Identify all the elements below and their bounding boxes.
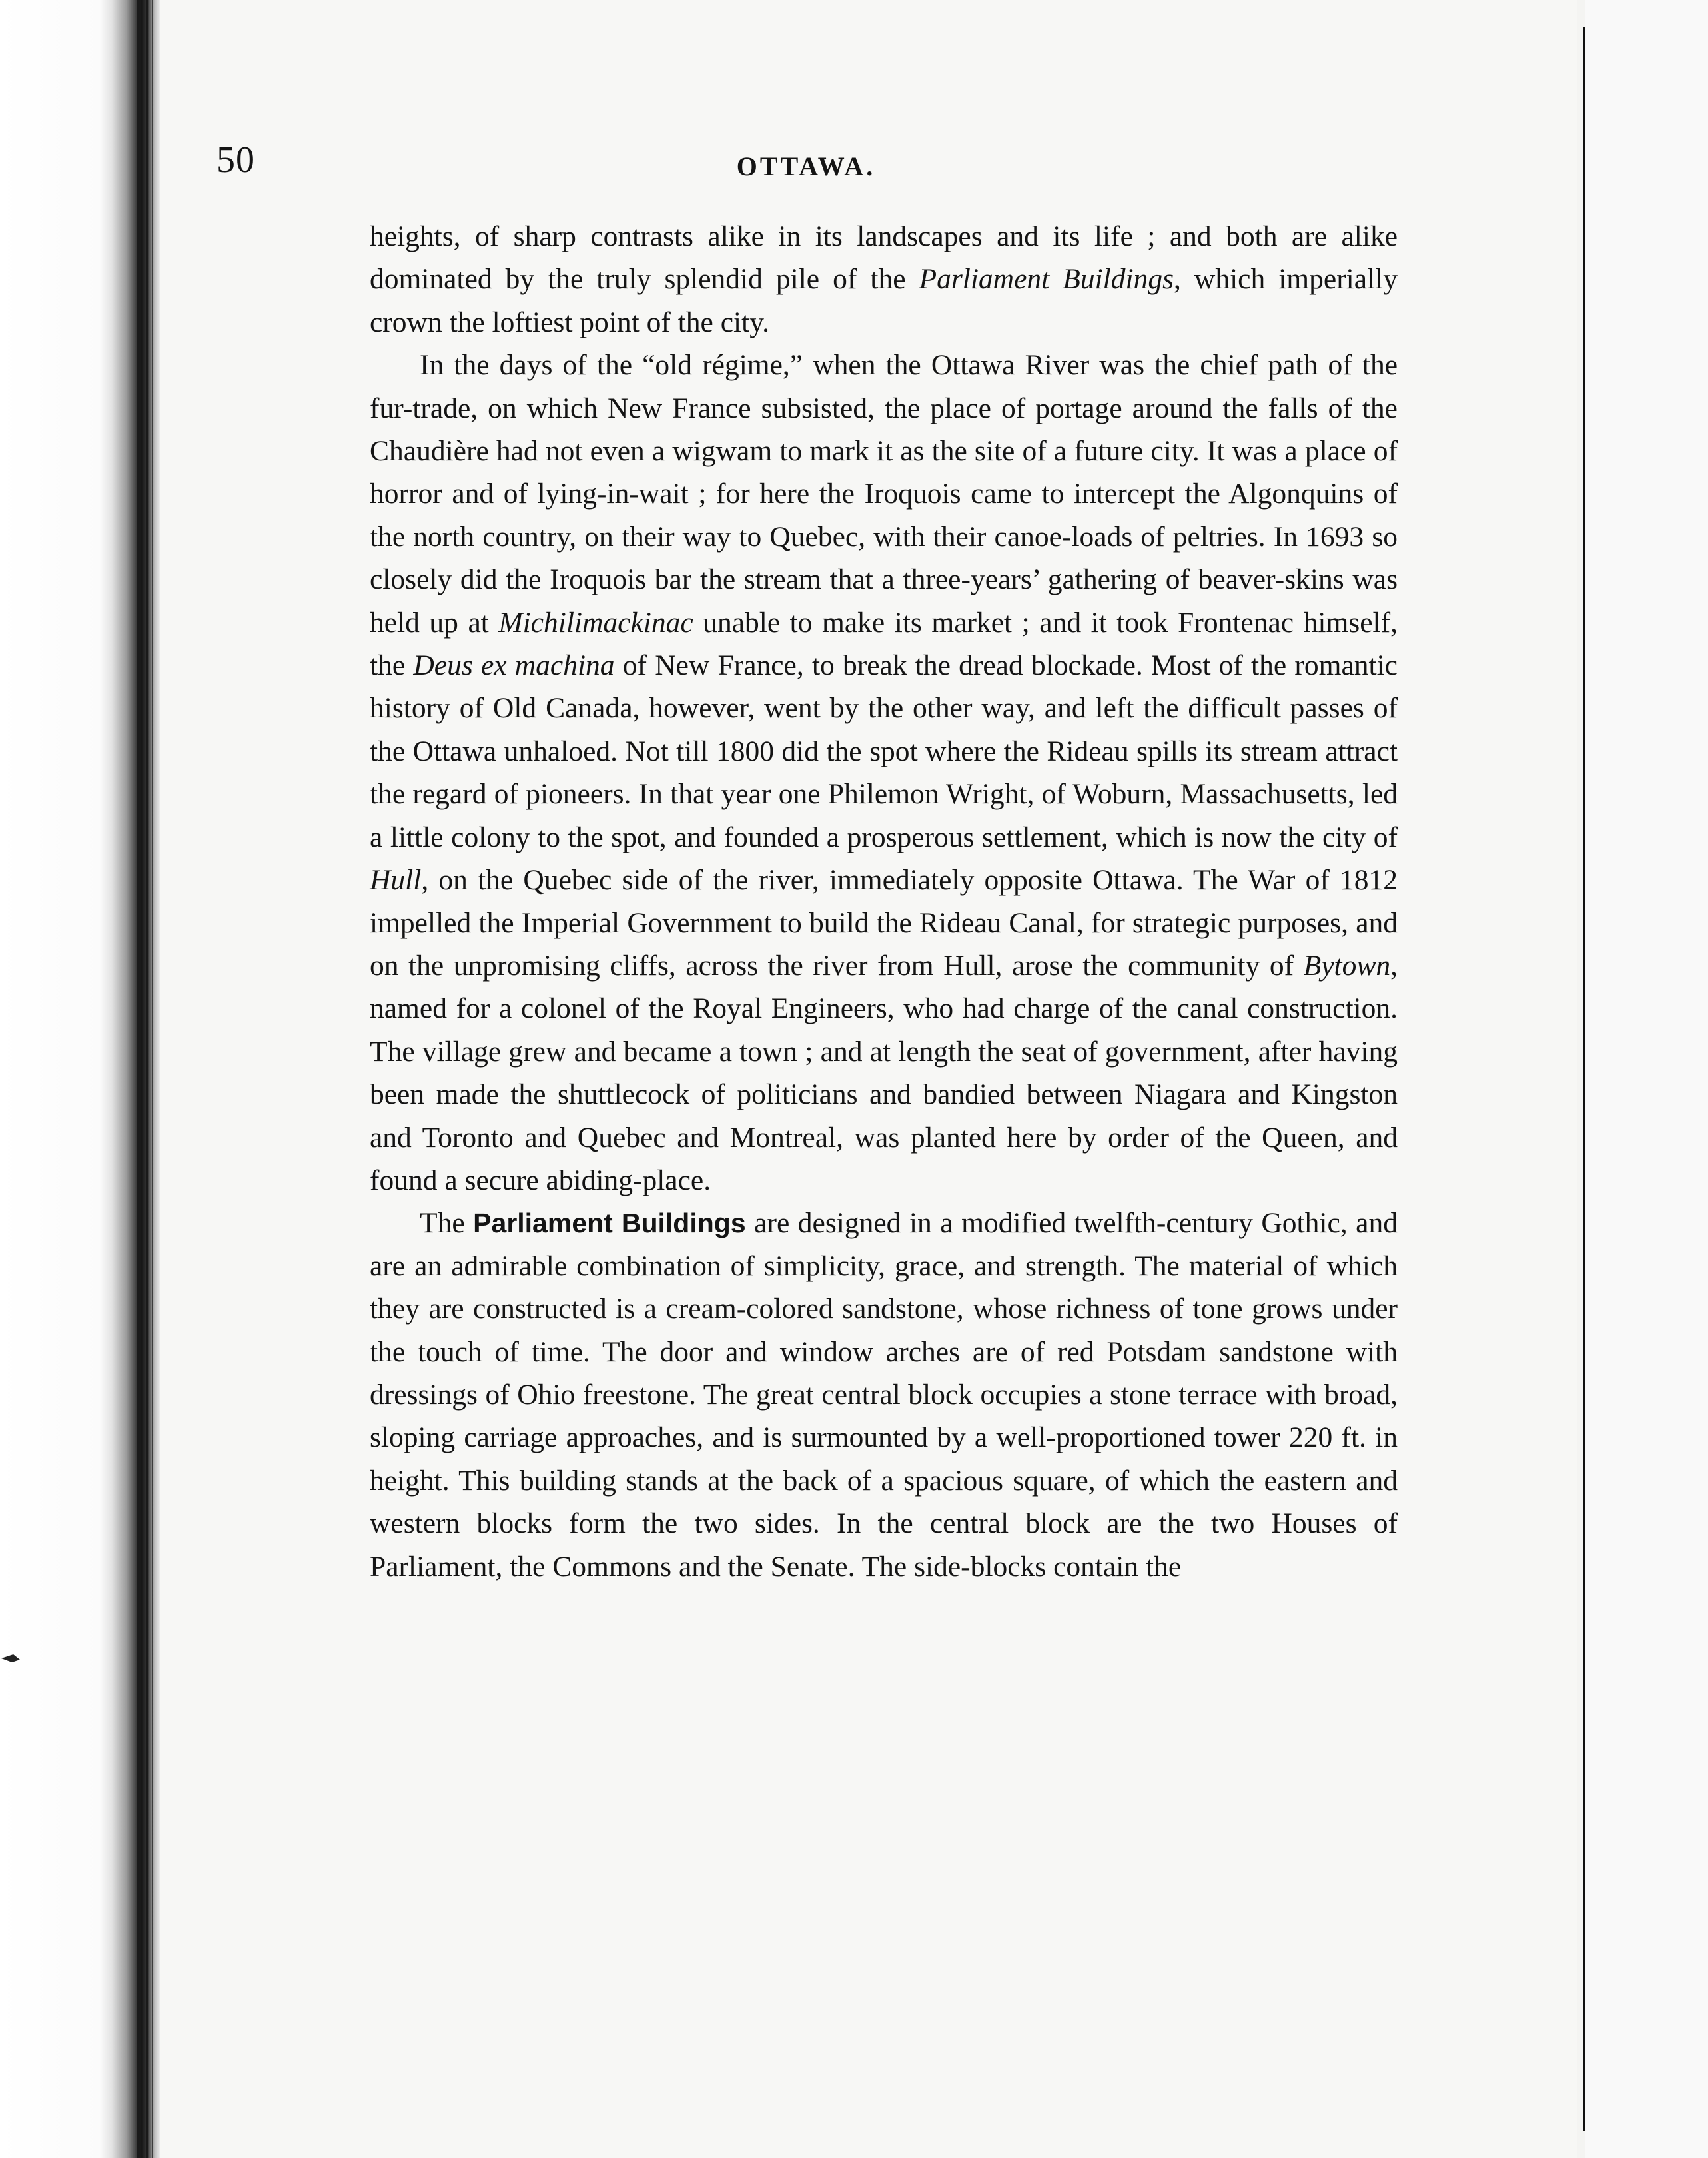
paragraph — [370, 344, 1398, 1202]
text-run: are designed in a modified twelfth-century Gothic, and are an admirable combination of simplicity, grace, and strength. The material of which they are constructed is a cream-colored sandstone, whose richness of tone grows under the touch of time. The door and window arches are of red Potsdam sandstone with dressings of Ohio freestone. The great central block occupies a stone terrace with broad, sloping carriage approaches, and is surmounted by a well-proportioned tower 220 ft. in height. This building stands at the back of a spacious square, of which the eastern and western blocks form the two sides. In the central block are the two Houses of Parliament, the Commons and the Senate. The side-blocks contain the — [370, 1207, 1398, 1583]
italic-text: Deus ex machina — [413, 649, 615, 682]
page-edge-line — [1583, 27, 1585, 2131]
italic-text: Parliament Buildings — [919, 263, 1174, 296]
text-run: , on the Quebec side of the river, immediately opposite Ottawa. The War of 1812 impelled the Imperial Government to build the Rideau Canal, for strategic purposes, and on the unpromising cliffs, across the river from Hull, arose the community of — [370, 864, 1398, 982]
text-run: of New France, to break the dread blockade. Most of the romantic history of Old Canada, however, went by the other way, and left the difficult passes of the Ottawa unhaloed. Not till 1800 did the spot where the Rideau spills its stream attract the regard of pioneers. In that year one Philemon Wright, of Woburn, Massachusetts, led a little colony to the spot, and founded a prosperous settlement, which is now the city of — [370, 649, 1398, 853]
running-title: OTTAWA. — [736, 151, 876, 181]
body-text — [370, 215, 1398, 1588]
binding-rule — [137, 0, 141, 2158]
paragraph — [370, 215, 1398, 344]
page-header — [216, 139, 1396, 185]
adjacent-page — [1585, 0, 1708, 2158]
binding-rule — [146, 0, 148, 2158]
scan-speck-icon — [0, 1652, 40, 1668]
italic-text: Michilimackinac — [498, 606, 693, 639]
italic-text: Bytown — [1303, 949, 1391, 982]
paragraph — [370, 1202, 1398, 1588]
text-run: unable to make its market ; and it took Frontenac himself, the — [370, 606, 1398, 682]
text-run: heights, of sharp contrasts alike in its landscapes and its life ; and both are alike dominated by the truly splendid pile of the — [370, 220, 1398, 296]
book-binding-shadow — [0, 0, 160, 2158]
text-run: The — [420, 1207, 474, 1240]
text-run: , which imperially crown the loftiest point of the city. — [370, 263, 1398, 338]
binding-rule — [152, 0, 153, 2158]
italic-text: Hull — [370, 864, 422, 897]
page-number: 50 — [216, 139, 255, 180]
text-run: , named for a colonel of the Royal Engineers, who had charge of the canal construction. The village grew and became a town ; and at length the seat of government, after having been made the shuttlecock of politicians and bandied between Niagara and Kingston and Toronto and Quebec and Montreal, was planted here by order of the Queen, and found a secure abiding-place. — [370, 949, 1398, 1196]
bold-heading-text: Parliament Buildings — [473, 1208, 746, 1239]
text-run: In the days of the “old régime,” when the Ottawa River was the chief path of the fur-trade, on which New France subsisted, the place of portage around the falls of the Chaudière had not even a wigwam to mark it as the site of a future city. It was a place of horror and of lying-in-wait ; for here the Iroquois came to intercept the Algonquins of the north country, on their way to Quebec, with their canoe-loads of peltries. In 1693 so closely did the Iroquois bar the stream that a three-years’ gathering of beaver-skins was held up at — [370, 349, 1398, 639]
